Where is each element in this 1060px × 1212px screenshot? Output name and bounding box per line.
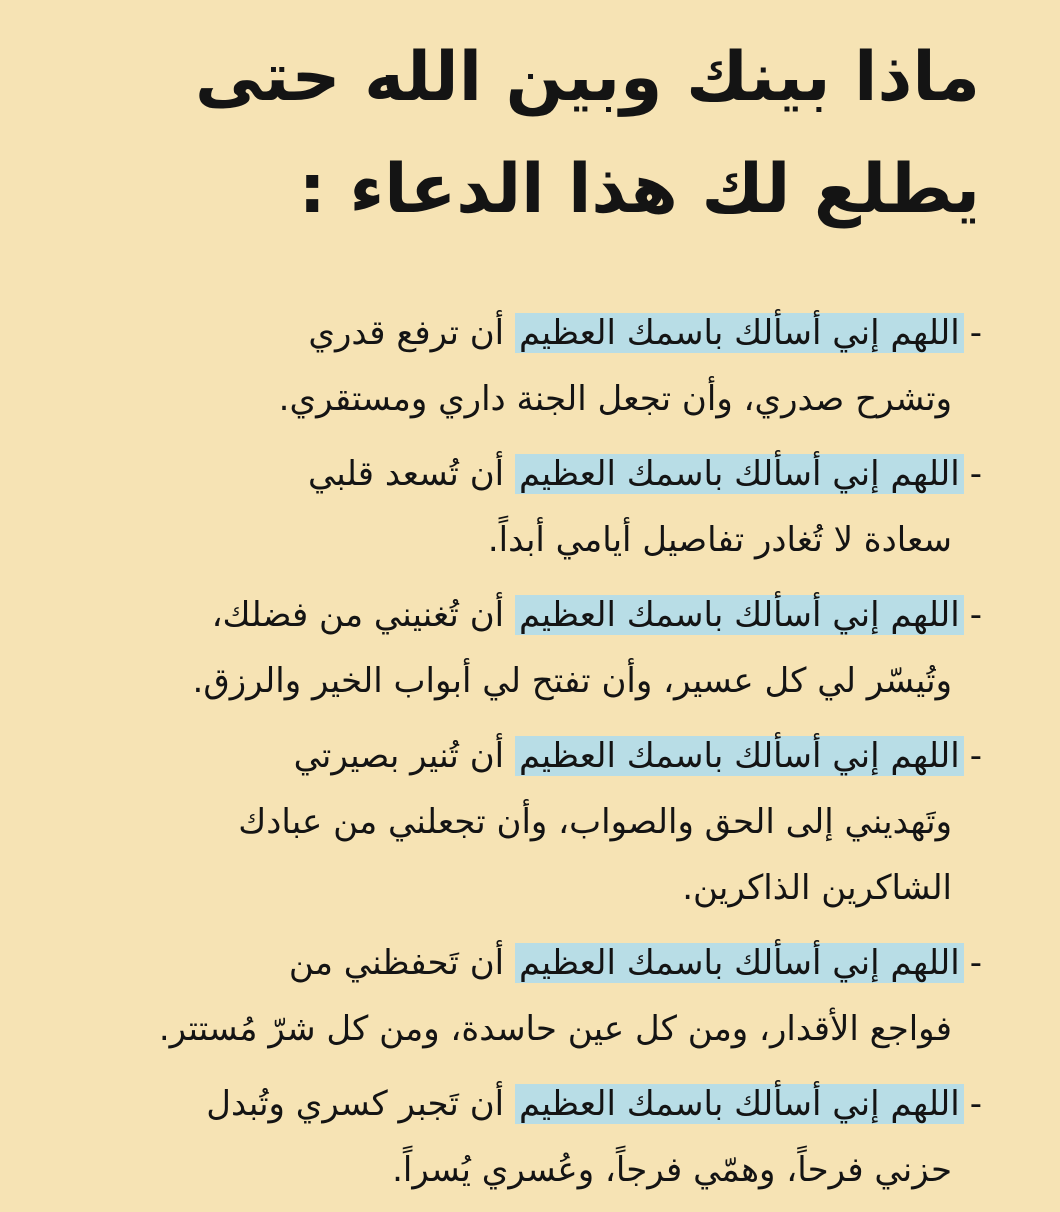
dua-line-2: سعادة لا تُغادر تفاصيل أيامي أبداً. — [487, 520, 952, 560]
dua-line-1-end: أن ترفع قدري — [308, 313, 505, 353]
dua-line-2: حزني فرحاً، وهمّي فرجاً، وعُسري يُسراً. — [392, 1150, 952, 1190]
dua-item — [130, 300, 982, 432]
dua-highlight: باسمك العظيم — [518, 1084, 724, 1124]
dua-line-1-end: أن تُسعد قلبي — [307, 454, 505, 494]
dua-bullet: - — [969, 313, 982, 353]
dua-item — [130, 723, 982, 921]
dua-highlight: باسمك العظيم — [518, 736, 724, 776]
title-line-2: يطلع لك هذا الدعاء : — [298, 150, 980, 229]
dua-line-1-end: أن تُغنيني من فضلك، — [211, 595, 505, 635]
dua-line-1-end: أن تَجبر كسري وتُبدل — [206, 1084, 505, 1124]
dua-list — [130, 300, 982, 1212]
dua-line-3: الشاكرين الذاكرين. — [682, 868, 952, 908]
dua-highlight: باسمك العظيم — [518, 454, 724, 494]
dua-line-2: وتُيسّر لي كل عسير، وأن تفتح لي أبواب الخير والرزق. — [192, 661, 952, 701]
dua-opening: اللهم إني أسألك باسمك العظيم — [515, 736, 964, 776]
dua-opening: اللهم إني أسألك باسمك العظيم — [515, 595, 964, 635]
dua-highlight: باسمك العظيم — [518, 943, 724, 983]
dua-bullet: - — [969, 454, 982, 494]
dua-line-1-end: أن تَحفظني من — [288, 943, 505, 983]
dua-item — [130, 1071, 982, 1203]
dua-line-2: فواجع الأقدار، ومن كل عين حاسدة، ومن كل شرّ مُستتر. — [158, 1009, 952, 1049]
dua-bullet: - — [969, 736, 982, 776]
dua-line-2: وتشرح صدري، وأن تجعل الجنة داري ومستقري. — [278, 379, 952, 419]
dua-opening: اللهم إني أسألك باسمك العظيم — [515, 943, 964, 983]
dua-opening: اللهم إني أسألك باسمك العظيم — [515, 454, 964, 494]
dua-highlight: باسمك العظيم — [518, 313, 724, 353]
dua-bullet: - — [969, 1084, 982, 1124]
title-line-1: ماذا بينك وبين الله حتى — [194, 38, 980, 117]
dua-line-1-end: أن تُنير بصيرتي — [293, 736, 505, 776]
dua-line-2: وتَهديني إلى الحق والصواب، وأن تجعلني من عبادك — [238, 802, 952, 842]
dua-opening: اللهم إني أسألك باسمك العظيم — [515, 313, 964, 353]
dua-bullet: - — [969, 943, 982, 983]
dua-item — [130, 930, 982, 1062]
dua-opening: اللهم إني أسألك باسمك العظيم — [515, 1084, 964, 1124]
page-title — [80, 22, 980, 246]
dua-item — [130, 441, 982, 573]
dua-highlight: باسمك العظيم — [518, 595, 724, 635]
dua-item — [130, 582, 982, 714]
dua-bullet: - — [969, 595, 982, 635]
